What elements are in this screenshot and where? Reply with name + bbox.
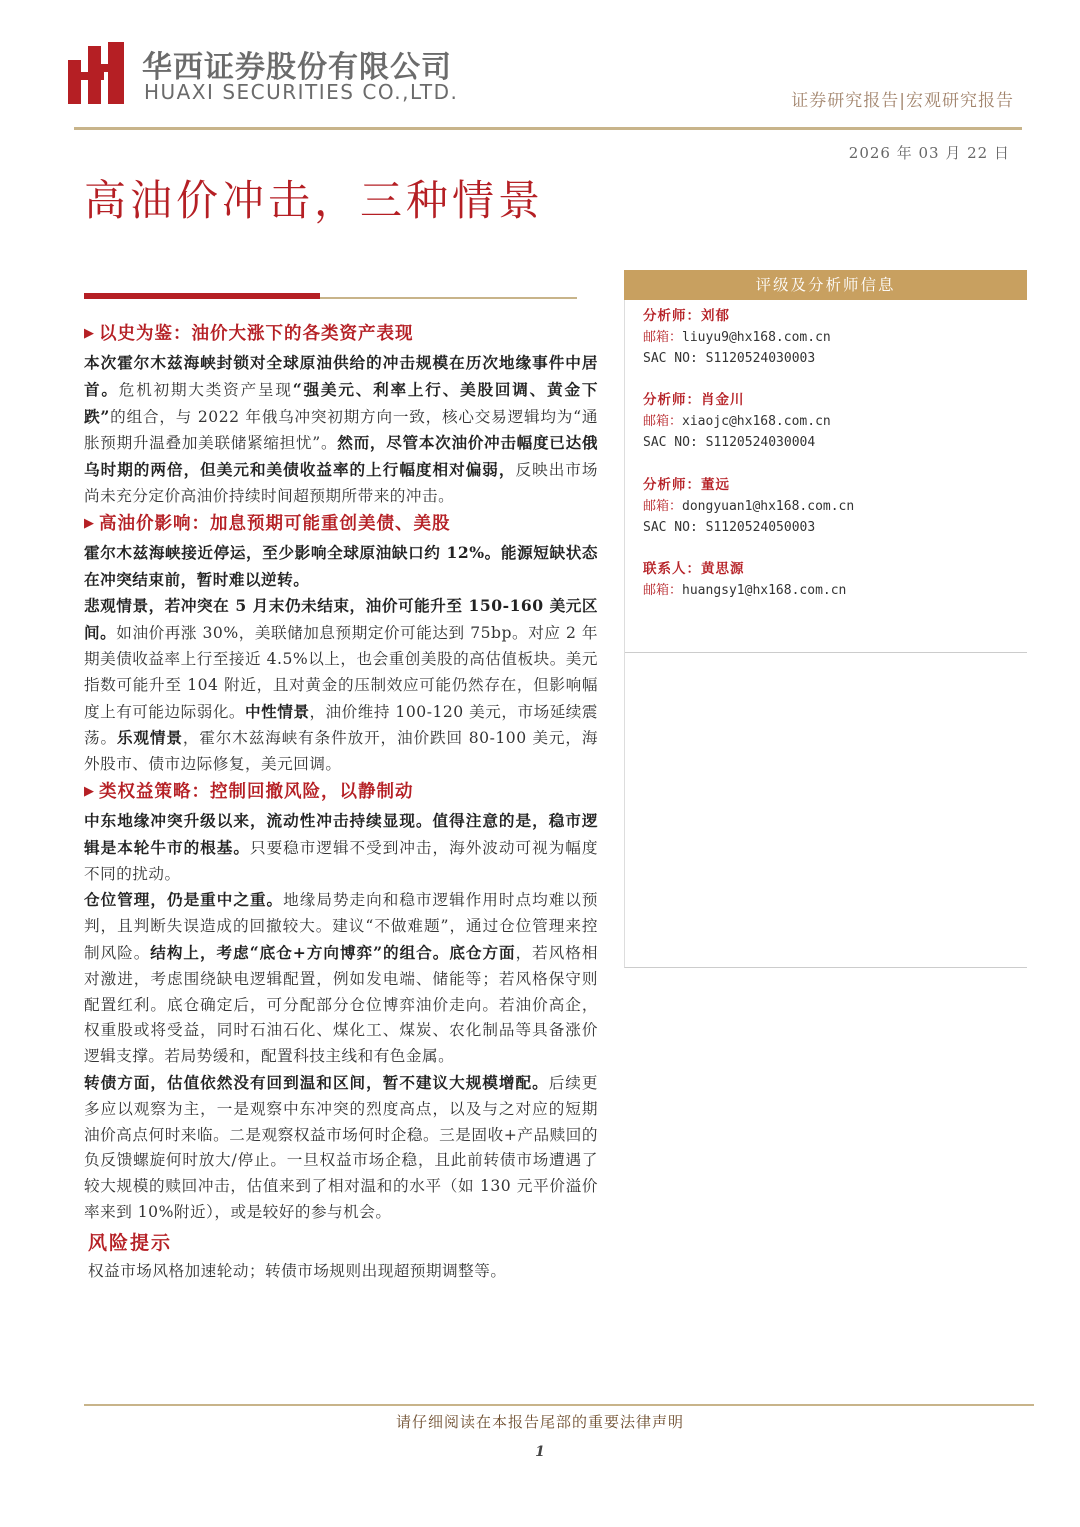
analyst-panel (624, 270, 1027, 968)
contact-name: 黄思源 (701, 561, 745, 577)
analyst-name: 董远 (701, 477, 730, 493)
page-number: 1 (535, 1444, 545, 1460)
analyst-card (643, 475, 854, 538)
body-paragraph (84, 808, 598, 887)
body-text: ，若风格相对激进，考虑围绕缺电逻辑配置，例如发电端、储能等；若风格保守则配置红利。底仓确定后，可分配部分仓位博弈油价走向。若油价高企，权重股或将受益，同时石油石化、煤化工、煤炭、农化制品等具备涨价逻辑支撑。若局势缓和，配置科技主线和有色金属。 (84, 943, 598, 1066)
section-heading-text: 类权益策略：控制回撤风险，以静制动 (99, 781, 414, 802)
emphasis-text: 本次霍尔木兹海峡封锁对全球原油供给的冲击规模在历次地缘事件中居首。 (84, 353, 598, 399)
emphasis-text: 仓位管理，仍是重中之重。 (84, 890, 284, 910)
emphasis-text: 中性情景 (245, 701, 310, 721)
body-text: 后续更多应以观察为主，一是观察中东冲突的烈度高点，以及与之对应的短期油价高点何时来临。二是观察权益市场何时企稳。三是固收+产品赎回的负反馈螺旋何时放大/停止。一旦权益市场企稳，且此前转债市场遭遇了较大规模的赎回冲击，估值来到了相对温和的水平（如 130 元平价溢价率来到 10%附近），或是较好的参与机会。 (84, 1073, 598, 1221)
body-paragraph (84, 887, 598, 1070)
analyst-sac: SAC NO: S1120524030003 (643, 351, 816, 366)
section-heading (84, 320, 598, 350)
analyst-name-line (643, 475, 854, 496)
analyst-panel-heading: 评级及分析师信息 (624, 270, 1027, 300)
analyst-email[interactable]: dongyuan1@hx168.com.cn (682, 499, 855, 514)
analyst-card (643, 390, 831, 453)
company-name-cn: 华西证券股份有限公司 (142, 50, 452, 85)
emphasis-text: 中东地缘冲突升级以来，流动性冲击持续显现。值得注意的是，稳市逻辑是本轮牛市的根基。 (84, 810, 598, 857)
body-text: 只要稳市逻辑不受到冲击，海外波动可视为幅度不同的扰动。 (84, 838, 598, 883)
analyst-email-line (643, 411, 831, 432)
risk-text: 权益市场风格加速轮动；转债市场规则出现超预期调整等。 (88, 1261, 507, 1280)
section-heading (84, 778, 598, 808)
analyst-sac: SAC NO: S1120524050003 (643, 520, 816, 535)
body-text: 如油价再涨 30%，美联储加息预期定价可能达到 75bp。对应 2 年期美债收益率上行至接近 4.5%以上，也会重创美股的高估值板块。美元指数可能升至 104 附近，且对黄金的压制效应可能仍然存在，但影响幅度上有可能边际弱化。 (84, 624, 598, 721)
body-text: ，霍尔木兹海峡有条件放开，油价跌回 80-100 美元，海外股市、债市边际修复，美元回调。 (84, 729, 598, 774)
body-text: 反映出市场尚未充分定价高油价持续时间超预期所带来的冲击。 (84, 461, 598, 505)
analyst-name-line (643, 306, 831, 327)
report-date: 2026 年 03 月 22 日 (848, 144, 1010, 162)
section-heading-text: 以史为鉴：油价大涨下的各类资产表现 (99, 324, 414, 344)
risk-heading: 风险提示 (88, 1231, 173, 1254)
body-paragraph (84, 350, 598, 510)
legal-notice: 请仔细阅读在本报告尾部的重要法律声明 (395, 1413, 684, 1431)
contact-name-line (643, 559, 846, 580)
analyst-panel-body (624, 300, 1027, 968)
section-heading-text: 高油价影响：加息预期可能重创美债、美股 (99, 513, 451, 534)
panel-divider (625, 652, 1027, 653)
report-type: 证券研究报告|宏观研究报告 (791, 91, 1014, 111)
sections-container (84, 320, 598, 1226)
analyst-name: 刘郁 (701, 308, 730, 324)
analyst-name: 肖金川 (701, 392, 745, 408)
analyst-role: 分析师： (643, 392, 701, 408)
emphasis-text: 悲观情景，若冲突在 5 月末仍未结束，油价可能升至 150-160 美元区间。 (84, 596, 598, 643)
emphasis-text: 结构上，考虑“底仓+方向博弈”的组合。底仓方面 (150, 942, 516, 962)
analyst-role: 分析师： (643, 477, 701, 493)
title-accent-line (320, 297, 577, 299)
emphasis-text: 转债方面，估值依然没有回到温和区间，暂不建议大规模增配。 (84, 1072, 549, 1092)
body-paragraph (84, 1070, 598, 1226)
contact-email[interactable]: huangsy1@hx168.com.cn (682, 583, 847, 598)
analyst-email-line (643, 496, 854, 517)
company-name-en: HUAXI SECURITIES CO.,LTD. (144, 80, 459, 104)
contact-card (643, 559, 846, 601)
emphasis-text: “强美元、利率上行、美股回调、黄金下跌” (84, 379, 598, 426)
analyst-email[interactable]: xiaojc@hx168.com.cn (682, 414, 831, 429)
triangle-bullet-icon: ▶ (84, 783, 95, 799)
email-label: 邮箱： (643, 330, 683, 345)
emphasis-text: 乐观情景 (116, 728, 183, 748)
email-label: 邮箱： (643, 414, 683, 429)
analyst-sac: SAC NO: S1120524030004 (643, 435, 816, 450)
body-text: 危机初期大类资产呈现 (118, 380, 293, 399)
triangle-bullet-icon: ▶ (84, 515, 95, 531)
analyst-email-line (643, 327, 831, 348)
body-text: 地缘局势走向和稳市逻辑作用时点均难以预判，且判断失误造成的回撤较大。建议“不做难题”，通过仓位管理来控制风险。 (84, 891, 598, 962)
section-heading (84, 510, 598, 540)
email-label: 邮箱： (643, 583, 683, 598)
report-title: 高油价冲击，三种情景 (84, 176, 545, 225)
body-paragraph (84, 540, 598, 594)
company-logo (68, 42, 124, 104)
analyst-name-line (643, 390, 831, 411)
footer-divider (84, 1404, 1034, 1406)
body-paragraph (84, 593, 598, 778)
email-label: 邮箱： (643, 499, 683, 514)
analyst-email[interactable]: liuyu9@hx168.com.cn (682, 330, 831, 345)
emphasis-text: 霍尔木兹海峡接近停运，至少影响全球原油缺口约 12%。能源短缺状态在冲突结束前，暂时难以逆转。 (84, 542, 598, 589)
body-text: 的组合，与 2022 年俄乌冲突初期方向一致，核心交易逻辑均为“通胀预期升温叠加美联储紧缩担忧”。 (84, 407, 598, 453)
emphasis-text: 然而，尽管本次油价冲击幅度已达俄乌时期的两倍，但美元和美债收益率的上行幅度相对偏弱， (84, 433, 598, 480)
body-text: ，油价维持 100-120 美元，市场延续震荡。 (84, 702, 598, 748)
analyst-role: 分析师： (643, 308, 701, 324)
contact-role: 联系人： (643, 561, 701, 577)
header-divider (74, 127, 1022, 130)
title-accent-bar (84, 293, 320, 299)
triangle-bullet-icon: ▶ (84, 326, 95, 341)
main-content (84, 320, 598, 1284)
analyst-card (643, 306, 831, 369)
contact-email-line (643, 580, 846, 601)
